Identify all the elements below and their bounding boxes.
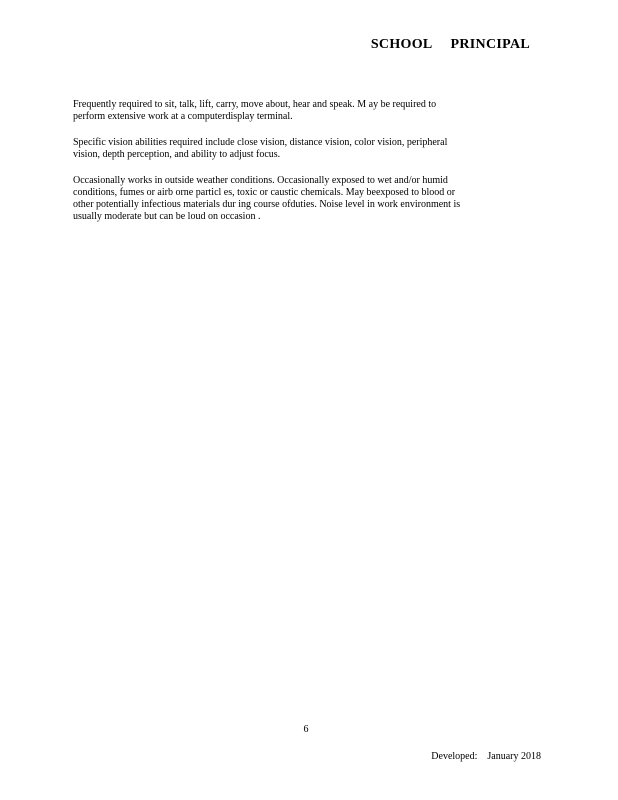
developed-date: January 2018 xyxy=(487,751,541,762)
page-number xyxy=(0,724,618,735)
paragraph-line: Occasionally works in outside weather conditions. Occasionally exposed to wet and/or humid xyxy=(73,175,448,186)
paragraph-line: conditions, fumes or airb orne particl es, toxic or caustic chemicals. May beexposed to blood or xyxy=(73,187,456,198)
paragraph-line: vision, depth perception, and ability to adjust focus. xyxy=(73,149,281,160)
paragraph-line: other potentially infectious materials dur ing course ofduties. Noise level in work environment is xyxy=(73,199,461,210)
paragraph-vision-abilities xyxy=(73,137,553,161)
title-word-school: SCHOOL xyxy=(370,37,433,52)
paragraph-work-environment xyxy=(73,175,553,223)
paragraph-line: perform extensive work at a computerdisplay terminal. xyxy=(73,111,293,122)
developed-label: Developed: xyxy=(431,751,478,762)
paragraph-physical-demands xyxy=(73,99,553,123)
page-title xyxy=(371,37,530,53)
body-text xyxy=(73,99,553,237)
page-number-value: 6 xyxy=(303,724,309,735)
title-word-principal: PRINCIPAL xyxy=(450,37,530,52)
paragraph-line: Specific vision abilities required include close vision, distance vision, color vision, peripheral xyxy=(73,137,448,148)
developed-footer xyxy=(431,751,541,762)
paragraph-line: usually moderate but can be loud on occasion . xyxy=(73,211,261,222)
paragraph-line: Frequently required to sit, talk, lift, carry, move about, hear and speak. M ay be required to xyxy=(73,99,437,110)
